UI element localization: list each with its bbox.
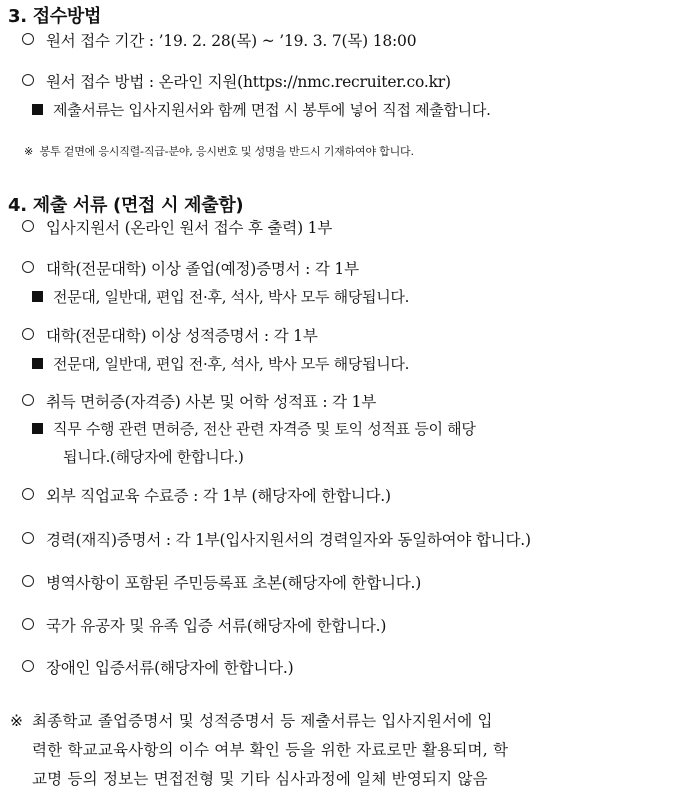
- footer-note-line-1: [10, 709, 493, 731]
- document-item: [22, 484, 391, 506]
- circle-bullet-icon: [22, 33, 34, 45]
- document-item: [22, 324, 318, 346]
- document-item: [22, 257, 359, 279]
- square-bullet-icon: [32, 291, 43, 302]
- document-note-continuation: 됩니다.(해당자에 한합니다.): [63, 448, 244, 466]
- envelope-note-text: 봉투 겉면에 응시직렬-직급-분야, 응시번호 및 성명을 반드시 기재하여야 합니다.: [39, 145, 414, 158]
- circle-bullet-icon: [22, 74, 34, 86]
- document-item: [22, 390, 376, 412]
- document-item-text: 국가 유공자 및 유족 입증 서류(해당자에 한합니다.): [46, 617, 387, 635]
- document-note-text: 전문대, 일반대, 편입 전·후, 석사, 박사 모두 해당됩니다.: [53, 355, 410, 373]
- circle-bullet-icon: [22, 660, 34, 672]
- period-item: [22, 29, 416, 51]
- section-4-title: 4. 제출 서류 (면접 시 제출함): [8, 195, 244, 216]
- document-item-text: 입사지원서 (온라인 원서 접수 후 출력) 1부: [46, 219, 333, 237]
- circle-bullet-icon: [22, 261, 34, 273]
- method-text: 원서 접수 방법 : 온라인 지원(https://nmc.recruiter.co.kr): [46, 73, 451, 91]
- circle-bullet-icon: [22, 618, 34, 630]
- document-item-note: [32, 286, 409, 307]
- circle-bullet-icon: [22, 532, 34, 544]
- circle-bullet-icon: [22, 328, 34, 340]
- footer-note-text: 최종학교 졸업증명서 및 성적증명서 등 제출서류는 입사지원서에 입: [32, 712, 493, 730]
- document-item: [22, 656, 293, 678]
- document-item-note: [32, 418, 476, 439]
- circle-bullet-icon: [22, 488, 34, 500]
- reference-mark: ※: [24, 145, 34, 158]
- envelope-note: [24, 143, 414, 159]
- method-note: [32, 99, 491, 120]
- period-text: 원서 접수 기간 : ’19. 2. 28(목) ~ ’19. 3. 7(목) 18:00: [46, 32, 417, 50]
- circle-bullet-icon: [22, 575, 34, 587]
- document-item-text: 경력(재직)증명서 : 각 1부(입사지원서의 경력일자와 동일하여야 합니다.): [46, 531, 531, 549]
- circle-bullet-icon: [22, 394, 34, 406]
- circle-bullet-icon: [22, 220, 34, 232]
- document-item: [22, 571, 421, 593]
- document-item-text: 외부 직업교육 수료증 : 각 1부 (해당자에 한합니다.): [46, 487, 391, 505]
- document-note-text: 직무 수행 관련 면허증, 전산 관련 자격증 및 토익 성적표 등이 해당: [53, 420, 476, 438]
- method-note-text: 제출서류는 입사지원서와 함께 면접 시 봉투에 넣어 직접 제출합니다.: [53, 101, 491, 119]
- document-item-note: [32, 353, 409, 374]
- square-bullet-icon: [32, 104, 43, 115]
- square-bullet-icon: [32, 358, 43, 369]
- document-item-text: 취득 면허증(자격증) 사본 및 어학 성적표 : 각 1부: [46, 393, 377, 411]
- document-item-text: 대학(전문대학) 이상 성적증명서 : 각 1부: [46, 327, 318, 345]
- footer-note-line-2: 력한 학교교육사항의 이수 여부 확인 등을 위한 자료로만 활용되며, 학: [32, 741, 509, 759]
- document-item: [22, 216, 332, 238]
- document-note-text: 전문대, 일반대, 편입 전·후, 석사, 박사 모두 해당됩니다.: [53, 288, 410, 306]
- section-3-title: 3. 접수방법: [8, 6, 102, 27]
- document-item-text: 장애인 입증서류(해당자에 한합니다.): [46, 659, 294, 677]
- reference-mark: ※: [10, 712, 24, 730]
- document-item-text: 병역사항이 포함된 주민등록표 초본(해당자에 한합니다.): [46, 574, 422, 592]
- method-item: [22, 70, 451, 92]
- document-item: [22, 528, 531, 550]
- document-item: [22, 614, 386, 636]
- footer-note-line-3: 교명 등의 정보는 면접전형 및 기타 심사과정에 일체 반영되지 않음: [32, 770, 488, 788]
- square-bullet-icon: [32, 423, 43, 434]
- document-item-text: 대학(전문대학) 이상 졸업(예정)증명서 : 각 1부: [46, 260, 359, 278]
